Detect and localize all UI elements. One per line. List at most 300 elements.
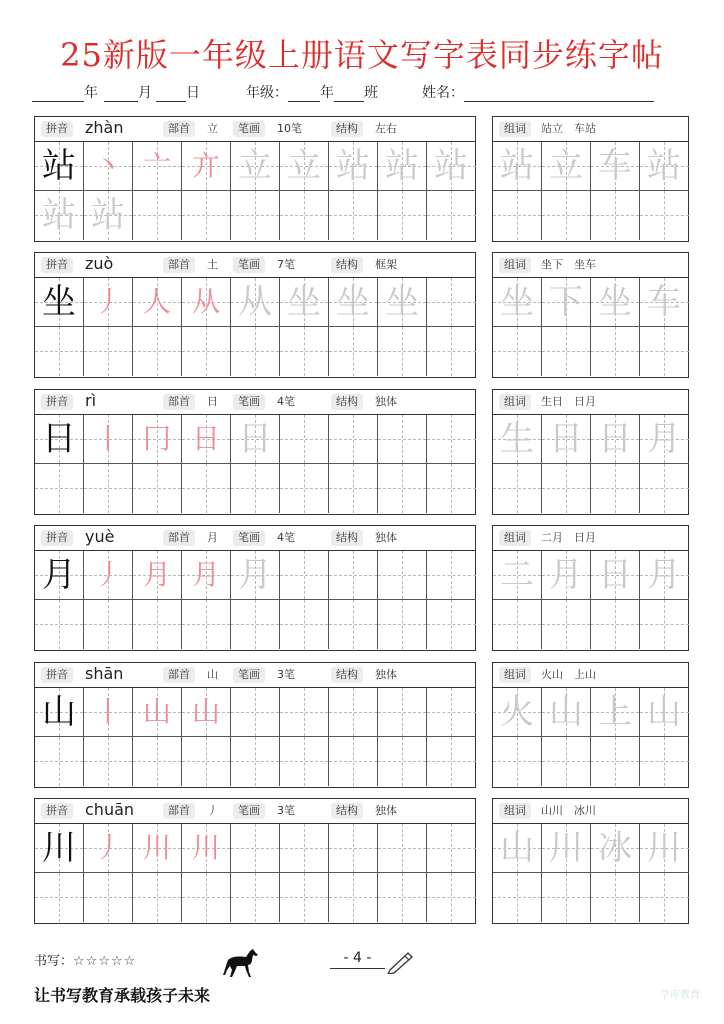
words-header bbox=[493, 663, 688, 688]
word-cell[interactable] bbox=[493, 688, 542, 737]
radical-value: 土 bbox=[207, 258, 218, 271]
word-trace-character: 山 bbox=[647, 692, 681, 732]
strokes-value: 7笔 bbox=[277, 258, 295, 271]
writing-cell[interactable] bbox=[329, 824, 378, 873]
writing-cell[interactable] bbox=[280, 327, 329, 376]
strokes-tag: 笔画 bbox=[233, 394, 265, 410]
stroke-order-step: 站 bbox=[385, 146, 419, 186]
writing-cell[interactable] bbox=[182, 688, 231, 737]
word-cell[interactable] bbox=[493, 464, 542, 513]
writing-cell[interactable] bbox=[280, 278, 329, 327]
writing-cell[interactable] bbox=[378, 600, 427, 649]
word-cell[interactable] bbox=[640, 464, 689, 513]
pinyin-value: zuò bbox=[85, 254, 114, 273]
writing-cell[interactable] bbox=[182, 142, 231, 191]
word-cell[interactable] bbox=[542, 415, 591, 464]
writing-cell[interactable] bbox=[84, 824, 133, 873]
pinyin-tag: 拼音 bbox=[41, 121, 73, 137]
writing-cell[interactable] bbox=[35, 327, 84, 376]
year-blank[interactable] bbox=[32, 87, 84, 102]
structure-value: 框架 bbox=[375, 258, 397, 271]
word-cell[interactable] bbox=[591, 824, 640, 873]
writing-cell[interactable] bbox=[84, 142, 133, 191]
pinyin-tag: 拼音 bbox=[41, 667, 73, 683]
word-cell[interactable] bbox=[542, 600, 591, 649]
writing-cell[interactable] bbox=[378, 327, 427, 376]
words-tag: 组词 bbox=[499, 257, 531, 273]
word-cell[interactable] bbox=[542, 327, 591, 376]
practice-row bbox=[34, 662, 689, 788]
writing-cell[interactable] bbox=[280, 824, 329, 873]
page-number: - 4 - bbox=[330, 950, 385, 969]
writing-cell[interactable] bbox=[133, 278, 182, 327]
word-cell[interactable] bbox=[493, 551, 542, 600]
writing-cell[interactable] bbox=[427, 464, 476, 513]
word-cell[interactable] bbox=[640, 551, 689, 600]
pinyin-tag: 拼音 bbox=[41, 394, 73, 410]
slogan: 让书写教育承载孩子未来 bbox=[34, 986, 211, 1005]
word-cell[interactable] bbox=[640, 415, 689, 464]
writing-cell[interactable] bbox=[231, 824, 280, 873]
writing-cell[interactable] bbox=[329, 600, 378, 649]
writing-cell[interactable] bbox=[378, 142, 427, 191]
word-cell[interactable] bbox=[591, 327, 640, 376]
page-title: 25新版一年级上册语文写字表同步练字帖 bbox=[60, 36, 664, 74]
writing-cell[interactable] bbox=[133, 600, 182, 649]
practice-row bbox=[34, 525, 689, 651]
stroke-order-step: 月 bbox=[142, 558, 171, 591]
writing-cell[interactable] bbox=[329, 551, 378, 600]
writing-cell[interactable] bbox=[231, 688, 280, 737]
word-cell[interactable] bbox=[591, 278, 640, 327]
class-blank[interactable] bbox=[334, 87, 364, 102]
stroke-order-step: 山 bbox=[142, 695, 171, 728]
strokes-value: 4笔 bbox=[277, 531, 295, 544]
model-character: 川 bbox=[42, 828, 76, 868]
writing-cell[interactable] bbox=[280, 600, 329, 649]
word-trace-character: 月 bbox=[647, 419, 681, 459]
writing-cell[interactable] bbox=[231, 464, 280, 513]
writing-cell[interactable] bbox=[133, 191, 182, 240]
writing-cell[interactable] bbox=[329, 142, 378, 191]
word-cell[interactable] bbox=[493, 737, 542, 786]
word-trace-character: 坐 bbox=[598, 282, 632, 322]
writing-cell[interactable] bbox=[182, 873, 231, 922]
stroke-order-step: 丿 bbox=[93, 831, 122, 864]
writing-cell[interactable] bbox=[231, 191, 280, 240]
stroke-order-step: 丿 bbox=[93, 558, 122, 591]
writing-cell[interactable] bbox=[133, 873, 182, 922]
stroke-order-step: 站 bbox=[434, 146, 468, 186]
word-cell[interactable] bbox=[640, 600, 689, 649]
word-trace-character: 下 bbox=[549, 282, 583, 322]
writing-cell[interactable] bbox=[84, 191, 133, 240]
writing-cell[interactable] bbox=[280, 551, 329, 600]
writing-cell[interactable] bbox=[231, 327, 280, 376]
char-info-header bbox=[35, 526, 475, 551]
writing-cell[interactable] bbox=[35, 873, 84, 922]
strokes-tag: 笔画 bbox=[233, 257, 265, 273]
model-character: 山 bbox=[42, 692, 76, 732]
word-trace-character: 月 bbox=[549, 555, 583, 595]
word-trace-character: 二 bbox=[500, 555, 534, 595]
word-cell[interactable] bbox=[640, 327, 689, 376]
words-value: 山川 冰川 bbox=[541, 804, 596, 817]
strokes-value: 3笔 bbox=[277, 668, 295, 681]
word-cell[interactable] bbox=[640, 278, 689, 327]
strokes-tag: 笔画 bbox=[233, 530, 265, 546]
char-info-header bbox=[35, 663, 475, 688]
writing-cell[interactable] bbox=[280, 688, 329, 737]
writing-cell[interactable] bbox=[84, 688, 133, 737]
stroke-order-step: 坐 bbox=[385, 282, 419, 322]
writing-cell[interactable] bbox=[35, 278, 84, 327]
grade-year-label: 年 bbox=[320, 85, 334, 101]
pinyin-value: chuān bbox=[85, 800, 135, 819]
word-cell[interactable] bbox=[591, 737, 640, 786]
writing-cell[interactable] bbox=[427, 142, 476, 191]
name-label: 姓名： bbox=[422, 85, 464, 101]
writing-cell[interactable] bbox=[182, 278, 231, 327]
word-cell[interactable] bbox=[493, 873, 542, 922]
word-trace-character: 冰 bbox=[598, 828, 632, 868]
practice-grid-box bbox=[34, 252, 476, 378]
structure-tag: 结构 bbox=[331, 667, 363, 683]
day-label: 日 bbox=[186, 85, 200, 101]
radical-tag: 部首 bbox=[163, 394, 195, 410]
structure-tag: 结构 bbox=[331, 121, 363, 137]
words-value: 生日 日月 bbox=[541, 395, 596, 408]
stroke-order-step: 丨 bbox=[93, 695, 122, 728]
writing-cell[interactable] bbox=[35, 415, 84, 464]
structure-tag: 结构 bbox=[331, 530, 363, 546]
writing-cell[interactable] bbox=[84, 737, 133, 786]
writing-cell[interactable] bbox=[329, 415, 378, 464]
words-header bbox=[493, 253, 688, 278]
writing-cell[interactable] bbox=[378, 191, 427, 240]
word-practice-box bbox=[492, 389, 689, 515]
watermark: 学库教育 bbox=[660, 990, 700, 1001]
word-cell[interactable] bbox=[640, 688, 689, 737]
writing-cell[interactable] bbox=[329, 278, 378, 327]
writing-cell[interactable] bbox=[427, 737, 476, 786]
writing-cell[interactable] bbox=[84, 327, 133, 376]
word-trace-character: 月 bbox=[647, 555, 681, 595]
word-cell[interactable] bbox=[640, 191, 689, 240]
word-cell[interactable] bbox=[493, 600, 542, 649]
writing-cell[interactable] bbox=[84, 464, 133, 513]
stroke-order-step: 月 bbox=[191, 558, 220, 591]
words-tag: 组词 bbox=[499, 530, 531, 546]
strokes-value: 10笔 bbox=[277, 122, 302, 135]
writing-cell[interactable] bbox=[133, 142, 182, 191]
writing-cell[interactable] bbox=[280, 142, 329, 191]
stroke-order-step: 立 bbox=[287, 146, 321, 186]
writing-cell[interactable] bbox=[378, 873, 427, 922]
month-blank[interactable] bbox=[104, 87, 138, 102]
word-cell[interactable] bbox=[542, 824, 591, 873]
structure-tag: 结构 bbox=[331, 803, 363, 819]
stroke-order-step: 冂 bbox=[142, 422, 171, 455]
stroke-order-step: 丨 bbox=[93, 422, 122, 455]
model-character: 站 bbox=[42, 146, 76, 186]
word-cell[interactable] bbox=[493, 415, 542, 464]
char-info-header bbox=[35, 799, 475, 824]
writing-cell[interactable] bbox=[427, 551, 476, 600]
writing-cell[interactable] bbox=[427, 191, 476, 240]
writing-cell[interactable] bbox=[427, 415, 476, 464]
writing-cell[interactable] bbox=[35, 824, 84, 873]
word-cell[interactable] bbox=[493, 327, 542, 376]
word-cell[interactable] bbox=[493, 142, 542, 191]
model-character: 日 bbox=[42, 419, 76, 459]
word-trace-character: 日 bbox=[598, 419, 632, 459]
word-cell[interactable] bbox=[640, 142, 689, 191]
writing-cell[interactable] bbox=[427, 278, 476, 327]
writing-cell[interactable] bbox=[280, 415, 329, 464]
writing-cell[interactable] bbox=[133, 824, 182, 873]
strokes-tag: 笔画 bbox=[233, 803, 265, 819]
practice-grid-box bbox=[34, 116, 476, 242]
writing-cell[interactable] bbox=[182, 737, 231, 786]
stroke-order-step: 站 bbox=[42, 195, 76, 235]
stroke-order-step: 站 bbox=[336, 146, 370, 186]
strokes-value: 4笔 bbox=[277, 395, 295, 408]
word-trace-character: 山 bbox=[549, 692, 583, 732]
stroke-order-step: 日 bbox=[238, 419, 272, 459]
word-trace-character: 日 bbox=[598, 555, 632, 595]
word-cell[interactable] bbox=[542, 464, 591, 513]
word-cell[interactable] bbox=[542, 737, 591, 786]
pinyin-tag: 拼音 bbox=[41, 803, 73, 819]
char-info-header bbox=[35, 253, 475, 278]
pen-icon bbox=[386, 950, 416, 974]
radical-value: 立 bbox=[207, 122, 218, 135]
writing-cell[interactable] bbox=[133, 327, 182, 376]
pinyin-tag: 拼音 bbox=[41, 530, 73, 546]
word-cell[interactable] bbox=[640, 737, 689, 786]
words-value: 站立 车站 bbox=[541, 122, 596, 135]
word-trace-character: 日 bbox=[549, 419, 583, 459]
writing-cell[interactable] bbox=[84, 873, 133, 922]
word-practice-box bbox=[492, 116, 689, 242]
writing-cell[interactable] bbox=[133, 551, 182, 600]
structure-value: 独体 bbox=[375, 668, 397, 681]
writing-label: 书写： bbox=[34, 954, 74, 969]
writing-cell[interactable] bbox=[231, 278, 280, 327]
writing-cell[interactable] bbox=[182, 551, 231, 600]
writing-cell[interactable] bbox=[427, 327, 476, 376]
word-cell[interactable] bbox=[542, 278, 591, 327]
word-trace-character: 生 bbox=[500, 419, 534, 459]
practice-grid-box bbox=[34, 662, 476, 788]
words-value: 坐下 坐车 bbox=[541, 258, 596, 271]
writing-cell[interactable] bbox=[133, 688, 182, 737]
stroke-order-step: 丶 bbox=[93, 149, 122, 182]
word-cell[interactable] bbox=[591, 688, 640, 737]
char-info-header bbox=[35, 117, 475, 142]
stroke-order-step: 月 bbox=[238, 555, 272, 595]
writing-cell[interactable] bbox=[378, 464, 427, 513]
grade-label: 年级： bbox=[246, 85, 288, 101]
class-label: 班 bbox=[364, 85, 378, 101]
year-label: 年 bbox=[84, 85, 98, 101]
structure-value: 左右 bbox=[375, 122, 397, 135]
word-practice-box bbox=[492, 252, 689, 378]
stroke-order-step: 坐 bbox=[336, 282, 370, 322]
writing-cell[interactable] bbox=[35, 737, 84, 786]
writing-cell[interactable] bbox=[329, 464, 378, 513]
pinyin-tag: 拼音 bbox=[41, 257, 73, 273]
writing-cell[interactable] bbox=[84, 415, 133, 464]
strokes-value: 3笔 bbox=[277, 804, 295, 817]
structure-value: 独体 bbox=[375, 804, 397, 817]
word-cell[interactable] bbox=[542, 551, 591, 600]
writing-cell[interactable] bbox=[231, 737, 280, 786]
writing-cell[interactable] bbox=[182, 191, 231, 240]
structure-tag: 结构 bbox=[331, 257, 363, 273]
radical-tag: 部首 bbox=[163, 803, 195, 819]
writing-cell[interactable] bbox=[427, 688, 476, 737]
word-trace-character: 站 bbox=[500, 146, 534, 186]
practice-row bbox=[34, 798, 689, 924]
writing-cell[interactable] bbox=[133, 415, 182, 464]
writing-cell[interactable] bbox=[427, 824, 476, 873]
writing-cell[interactable] bbox=[84, 278, 133, 327]
writing-cell[interactable] bbox=[329, 737, 378, 786]
practice-grid-box bbox=[34, 798, 476, 924]
writing-cell[interactable] bbox=[84, 551, 133, 600]
radical-value: 日 bbox=[207, 395, 218, 408]
writing-cell[interactable] bbox=[378, 415, 427, 464]
word-cell[interactable] bbox=[493, 191, 542, 240]
writing-cell[interactable] bbox=[231, 600, 280, 649]
strokes-tag: 笔画 bbox=[233, 121, 265, 137]
word-cell[interactable] bbox=[542, 191, 591, 240]
stroke-order-step: 亠 bbox=[142, 149, 171, 182]
writing-cell[interactable] bbox=[35, 688, 84, 737]
writing-cell[interactable] bbox=[182, 464, 231, 513]
writing-cell[interactable] bbox=[231, 142, 280, 191]
writing-cell[interactable] bbox=[329, 191, 378, 240]
word-cell[interactable] bbox=[591, 464, 640, 513]
stroke-order-step: 从 bbox=[238, 282, 272, 322]
writing-cell[interactable] bbox=[133, 464, 182, 513]
word-cell[interactable] bbox=[640, 824, 689, 873]
word-trace-character: 站 bbox=[647, 146, 681, 186]
words-tag: 组词 bbox=[499, 803, 531, 819]
stroke-order-step: 亣 bbox=[191, 149, 220, 182]
writing-cell[interactable] bbox=[182, 600, 231, 649]
radical-value: 丿 bbox=[207, 804, 218, 817]
word-cell[interactable] bbox=[493, 824, 542, 873]
writing-cell[interactable] bbox=[280, 464, 329, 513]
radical-tag: 部首 bbox=[163, 257, 195, 273]
rating-stars[interactable]: ☆☆☆☆☆ bbox=[73, 954, 137, 969]
name-blank[interactable] bbox=[464, 87, 654, 102]
word-cell[interactable] bbox=[591, 142, 640, 191]
model-character: 坐 bbox=[42, 282, 76, 322]
day-blank[interactable] bbox=[156, 87, 186, 102]
words-tag: 组词 bbox=[499, 667, 531, 683]
writing-cell[interactable] bbox=[378, 737, 427, 786]
writing-cell[interactable] bbox=[84, 600, 133, 649]
writing-cell[interactable] bbox=[35, 600, 84, 649]
writing-cell[interactable] bbox=[378, 551, 427, 600]
writing-cell[interactable] bbox=[231, 551, 280, 600]
words-header bbox=[493, 526, 688, 551]
writing-cell[interactable] bbox=[280, 873, 329, 922]
stroke-order-step: 川 bbox=[191, 831, 220, 864]
word-cell[interactable] bbox=[640, 873, 689, 922]
writing-cell[interactable] bbox=[182, 415, 231, 464]
word-cell[interactable] bbox=[591, 600, 640, 649]
writing-cell[interactable] bbox=[231, 415, 280, 464]
writing-cell[interactable] bbox=[378, 278, 427, 327]
word-cell[interactable] bbox=[591, 551, 640, 600]
word-trace-character: 车 bbox=[598, 146, 632, 186]
writing-cell[interactable] bbox=[231, 873, 280, 922]
word-cell[interactable] bbox=[542, 688, 591, 737]
word-trace-character: 坐 bbox=[500, 282, 534, 322]
stroke-order-step: 丿 bbox=[93, 285, 122, 318]
radical-tag: 部首 bbox=[163, 530, 195, 546]
writing-cell[interactable] bbox=[329, 873, 378, 922]
word-practice-box bbox=[492, 798, 689, 924]
stroke-order-step: 山 bbox=[191, 695, 220, 728]
word-cell[interactable] bbox=[542, 873, 591, 922]
writing-cell[interactable] bbox=[427, 873, 476, 922]
word-cell[interactable] bbox=[591, 873, 640, 922]
writing-cell[interactable] bbox=[35, 142, 84, 191]
strokes-tag: 笔画 bbox=[233, 667, 265, 683]
writing-cell[interactable] bbox=[378, 824, 427, 873]
writing-cell[interactable] bbox=[35, 551, 84, 600]
writing-cell[interactable] bbox=[35, 191, 84, 240]
writing-cell[interactable] bbox=[280, 191, 329, 240]
writing-cell[interactable] bbox=[182, 824, 231, 873]
word-cell[interactable] bbox=[591, 191, 640, 240]
char-info-header bbox=[35, 390, 475, 415]
horse-icon bbox=[222, 946, 262, 980]
month-label: 月 bbox=[138, 85, 152, 101]
practice-row bbox=[34, 389, 689, 515]
writing-cell[interactable] bbox=[329, 688, 378, 737]
word-trace-character: 火 bbox=[500, 692, 534, 732]
writing-cell[interactable] bbox=[182, 327, 231, 376]
word-trace-character: 川 bbox=[549, 828, 583, 868]
writing-cell[interactable] bbox=[427, 600, 476, 649]
pinyin-value: zhàn bbox=[85, 118, 124, 137]
writing-cell[interactable] bbox=[329, 327, 378, 376]
words-header bbox=[493, 117, 688, 142]
writing-cell[interactable] bbox=[280, 737, 329, 786]
radical-tag: 部首 bbox=[163, 667, 195, 683]
writing-cell[interactable] bbox=[378, 688, 427, 737]
word-cell[interactable] bbox=[591, 415, 640, 464]
stroke-order-step: 川 bbox=[142, 831, 171, 864]
word-cell[interactable] bbox=[493, 278, 542, 327]
radical-value: 山 bbox=[207, 668, 218, 681]
practice-row bbox=[34, 252, 689, 378]
practice-grid-box bbox=[34, 389, 476, 515]
writing-cell[interactable] bbox=[35, 464, 84, 513]
words-header bbox=[493, 799, 688, 824]
words-tag: 组词 bbox=[499, 121, 531, 137]
grade-blank[interactable] bbox=[288, 87, 320, 102]
word-cell[interactable] bbox=[542, 142, 591, 191]
writing-cell[interactable] bbox=[133, 737, 182, 786]
